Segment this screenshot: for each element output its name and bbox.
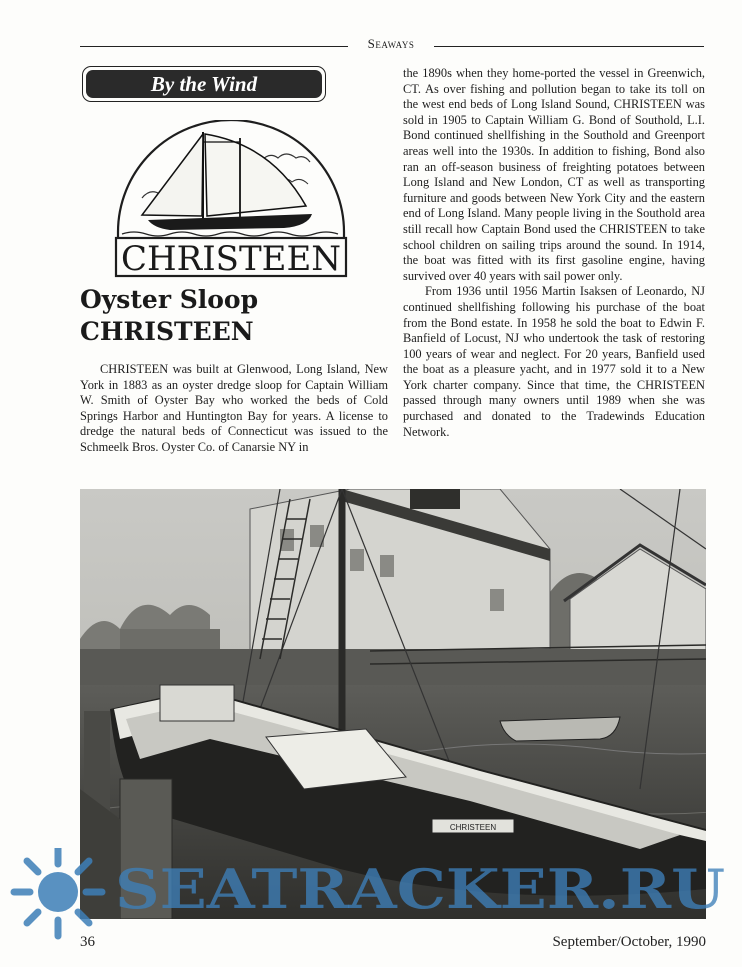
article-left-column <box>80 362 388 456</box>
article-paragraph-2: the 1890s when they home-ported the vessel in Greenwich, CT. As over fishing and pollution began to take its toll on the west end beds of Long Island Sound, CHRISTEEN was sold in 1905 to Captain William G. Bond of Southold, L.I. Bond continued shellfishing in the Southold and Greenport areas well into the 1930s. In addition to fishing, Bond also ran an off-season business of freighting potatoes between Long Island and New London, CT as well as transporting furniture and goods between New York City and the eastern end of Long Island. Many people living in the Southold area still recall how Captain Bond used the CHRISTEEN to take school children on sailing trips around the sound. In 1914, the boat was fitted with its first gasoline engine, having survived over 40 years with sail power only. <box>403 66 705 283</box>
column-banner-label: By the Wind <box>86 70 322 98</box>
article-right-column <box>403 66 705 440</box>
headline-line-1: Oyster Sloop <box>80 285 259 314</box>
seatracker-watermark <box>0 848 742 948</box>
article-headline <box>80 284 380 348</box>
hull-nameboard-text: CHRISTEEN <box>449 823 497 832</box>
article-paragraph-1: CHRISTEEN was built at Glenwood, Long Island, New York in 1883 as an oyster dredge sloop for Captain William W. Smith of Oyster Bay who worked the beds of Cold Springs Harbor and Huntington Bay for years. A license to dredge the natural beds of Connecticut was issued to the Schmeelk Bros. Oyster Co. of Canarsie NY in <box>80 362 388 454</box>
watermark-text: SEATRACKER.RU <box>115 857 725 921</box>
section-title: Seaways <box>367 36 415 51</box>
header-rule-right <box>434 46 704 47</box>
logo-nameplate-text: CHRISTEEN <box>120 239 342 278</box>
article-paragraph-3: From 1936 until 1956 Martin Isaksen of Leonardo, NJ continued shellfishing following his purchase of the boat from the Bond estate. In 1958 he sold the boat to Edwin F. Banfield of Locust, NJ who undertook the task of restoring 100 years of wear and neglect. For 20 years, Banfield used the boat as a pleasure yacht, and in 1977 sold it to a New York charter company. Since that time, the CHRISTEEN passed through many owners until 1989 when she was purchased and donated to the Tradewinds Education Network. <box>403 284 705 439</box>
headline-line-2: CHRISTEEN <box>80 317 254 346</box>
header-rule-left <box>80 46 348 47</box>
issue-date: September/October, 1990 <box>552 934 706 950</box>
christeen-logo-illustration <box>112 120 350 278</box>
page-number: 36 <box>80 934 95 950</box>
column-banner <box>82 66 326 102</box>
